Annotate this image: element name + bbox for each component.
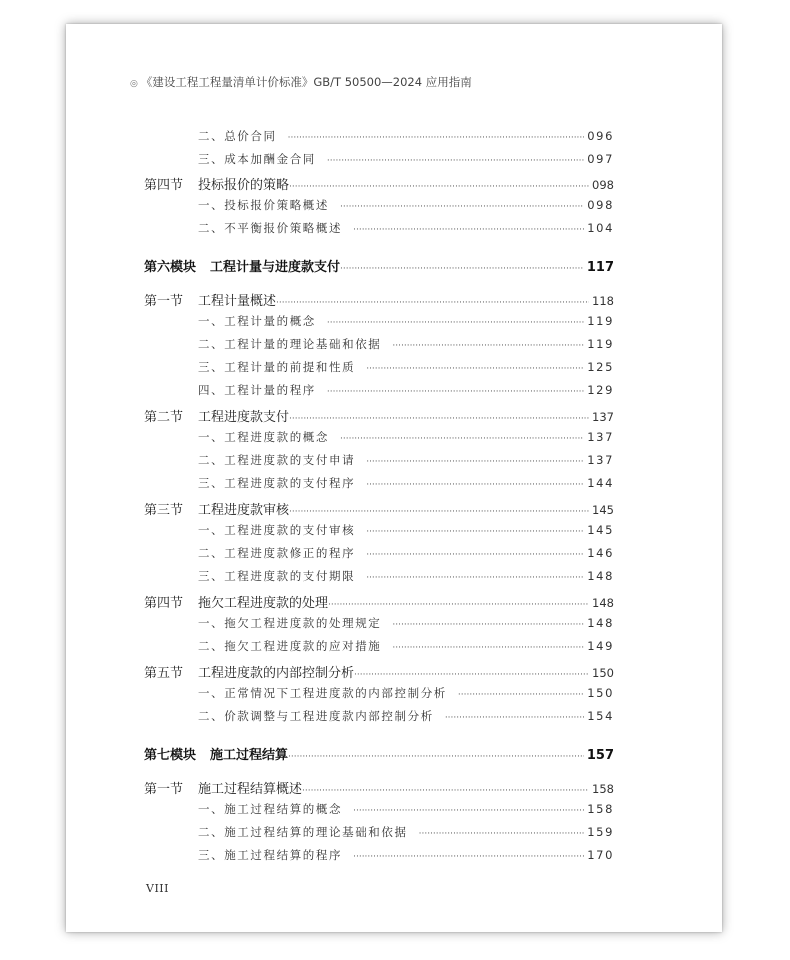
section-number: 第一节 xyxy=(144,782,184,797)
toc-page-number: 145 xyxy=(592,503,614,517)
toc-entry-sub xyxy=(198,359,614,377)
leader-dots xyxy=(353,806,584,816)
toc-entry-section xyxy=(144,662,614,680)
toc-entry-sub xyxy=(198,429,614,447)
toc-page-number: 137 xyxy=(592,410,614,424)
toc-page-number: 148 xyxy=(592,596,614,610)
leader-dots xyxy=(353,852,584,862)
section-number: 第五节 xyxy=(144,666,184,681)
toc-entry-sub xyxy=(198,151,614,169)
leader-dots xyxy=(419,829,585,839)
section-number: 第四节 xyxy=(144,178,184,193)
toc-entry-section xyxy=(144,290,614,308)
toc-entry-sub xyxy=(198,685,614,703)
toc-page-number: 159 xyxy=(587,825,614,839)
toc-page-number: 096 xyxy=(587,129,614,143)
toc-entry-label: 一、工程进度款的支付审核 xyxy=(198,523,356,537)
toc-entry-section xyxy=(144,499,614,517)
leader-dots xyxy=(458,690,584,700)
header-bullet-icon: ◎ xyxy=(130,79,138,89)
leader-dots xyxy=(340,202,584,212)
book-page xyxy=(66,24,722,932)
leader-dots xyxy=(288,133,585,143)
section-title: 工程进度款支付 xyxy=(198,410,290,425)
toc-entry-sub xyxy=(198,824,614,842)
section-title: 工程进度款的内部控制分析 xyxy=(198,666,355,681)
toc-entry-label: 一、正常情况下工程进度款的内部控制分析 xyxy=(198,686,447,700)
toc-page-number: 154 xyxy=(587,709,614,723)
toc-page-number: 117 xyxy=(586,260,614,275)
toc-entry-sub xyxy=(198,197,614,215)
toc-entry-label: 一、工程进度款的概念 xyxy=(198,430,329,444)
toc-entry-section xyxy=(144,406,614,424)
leader-dots xyxy=(445,713,584,723)
leader-dots xyxy=(392,643,584,653)
section-number: 第三节 xyxy=(144,503,184,518)
toc-page-number: 145 xyxy=(587,523,614,537)
toc-entry-section xyxy=(144,174,614,192)
toc-entry-sub xyxy=(198,452,614,470)
toc-entry-module xyxy=(144,256,614,274)
toc-page-number: 125 xyxy=(587,360,614,374)
toc-page-number: 098 xyxy=(587,198,614,212)
leader-dots xyxy=(276,298,589,308)
toc-page-number: 148 xyxy=(587,569,614,583)
toc-entry-label: 二、施工过程结算的理论基础和依据 xyxy=(198,825,408,839)
toc-entry-label: 一、拖欠工程进度款的处理规定 xyxy=(198,616,382,630)
leader-dots xyxy=(366,573,584,583)
leader-dots xyxy=(366,480,584,490)
toc-entry-sub xyxy=(198,220,614,238)
toc-entry-label: 二、不平衡报价策略概述 xyxy=(198,221,343,235)
toc-page-number: 146 xyxy=(587,546,614,560)
section-number: 第二节 xyxy=(144,410,184,425)
toc-entry-label: 二、工程进度款修正的程序 xyxy=(198,546,356,560)
toc-entry-label: 二、工程进度款的支付申请 xyxy=(198,453,356,467)
toc-page-number: 144 xyxy=(587,476,614,490)
toc-entry-sub xyxy=(198,382,614,400)
leader-dots xyxy=(392,341,584,351)
leader-dots xyxy=(327,387,584,397)
section-title: 拖欠工程进度款的处理 xyxy=(198,596,329,611)
toc-page-number: 137 xyxy=(587,430,614,444)
toc-entry-label: 四、工程计量的程序 xyxy=(198,383,316,397)
toc-entry-label: 一、工程计量的概念 xyxy=(198,314,316,328)
toc-entry-label: 二、拖欠工程进度款的应对措施 xyxy=(198,639,382,653)
toc-page-number: 098 xyxy=(592,178,614,192)
toc-entry-label: 三、工程进度款的支付程序 xyxy=(198,476,356,490)
toc-page-number: 158 xyxy=(587,802,614,816)
leader-dots xyxy=(289,182,589,192)
toc-page-number: 137 xyxy=(587,453,614,467)
toc-page-number: 119 xyxy=(587,337,614,351)
section-title: 施工过程结算概述 xyxy=(198,782,303,797)
toc-page-number: 097 xyxy=(587,152,614,166)
section-number: 第一节 xyxy=(144,294,184,309)
toc-page-number: 150 xyxy=(587,686,614,700)
toc-entry-sub xyxy=(198,638,614,656)
toc-entry-sub xyxy=(198,522,614,540)
leader-dots xyxy=(392,620,584,630)
toc-entry-section xyxy=(144,778,614,796)
leader-dots xyxy=(366,527,584,537)
leader-dots xyxy=(353,225,584,235)
toc-entry-sub xyxy=(198,313,614,331)
module-title: 工程计量与进度款支付 xyxy=(210,260,341,275)
toc-entry-label: 三、工程计量的前提和性质 xyxy=(198,360,356,374)
toc-entry-sub xyxy=(198,336,614,354)
toc-entry-sub xyxy=(198,545,614,563)
toc-entry-sub xyxy=(198,615,614,633)
toc-page-number: 148 xyxy=(587,616,614,630)
toc-entry-sub xyxy=(198,847,614,865)
toc-entry-sub xyxy=(198,801,614,819)
toc-entry-label: 三、工程进度款的支付期限 xyxy=(198,569,356,583)
leader-dots xyxy=(289,507,589,517)
toc-entry-label: 二、工程计量的理论基础和依据 xyxy=(198,337,382,351)
toc-entry-label: 一、施工过程结算的概念 xyxy=(198,802,343,816)
leader-dots xyxy=(366,457,584,467)
leader-dots xyxy=(327,156,584,166)
leader-dots xyxy=(340,264,584,274)
toc-page-number: 150 xyxy=(592,666,614,680)
toc-entry-sub xyxy=(198,128,614,146)
module-number: 第六模块 xyxy=(144,260,197,275)
toc-page-number: 170 xyxy=(587,848,614,862)
table-of-contents xyxy=(66,24,722,932)
leader-dots xyxy=(302,786,589,796)
toc-entry-module xyxy=(144,744,614,762)
leader-dots xyxy=(289,414,589,424)
module-title: 施工过程结算 xyxy=(210,748,289,763)
leader-dots xyxy=(340,434,584,444)
toc-page-number: 157 xyxy=(586,748,614,763)
leader-dots xyxy=(328,600,589,610)
toc-entry-sub xyxy=(198,568,614,586)
leader-dots xyxy=(366,364,584,374)
toc-entry-label: 二、总价合同 xyxy=(198,129,277,143)
section-title: 工程进度款审核 xyxy=(198,503,290,518)
toc-entry-sub xyxy=(198,475,614,493)
toc-entry-label: 三、施工过程结算的程序 xyxy=(198,848,343,862)
toc-page-number: 118 xyxy=(592,294,614,308)
toc-entry-section xyxy=(144,592,614,610)
toc-entry-sub xyxy=(198,708,614,726)
toc-page-number: 104 xyxy=(587,221,614,235)
toc-entry-label: 三、成本加酬金合同 xyxy=(198,152,316,166)
toc-page-number: 119 xyxy=(587,314,614,328)
toc-entry-label: 一、投标报价策略概述 xyxy=(198,198,329,212)
toc-page-number: 129 xyxy=(587,383,614,397)
toc-page-number: 149 xyxy=(587,639,614,653)
section-title: 工程计量概述 xyxy=(198,294,277,309)
section-title: 投标报价的策略 xyxy=(198,178,290,193)
leader-dots xyxy=(354,670,589,680)
section-number: 第四节 xyxy=(144,596,184,611)
leader-dots xyxy=(366,550,584,560)
toc-page-number: 158 xyxy=(592,782,614,796)
page-folio: VIII xyxy=(146,882,169,895)
leader-dots xyxy=(288,752,584,762)
header-title: 《建设工程工程量清单计价标准》GB/T 50500—2024 应用指南 xyxy=(140,75,472,89)
leader-dots xyxy=(327,318,584,328)
module-number: 第七模块 xyxy=(144,748,197,763)
toc-entry-label: 二、价款调整与工程进度款内部控制分析 xyxy=(198,709,434,723)
